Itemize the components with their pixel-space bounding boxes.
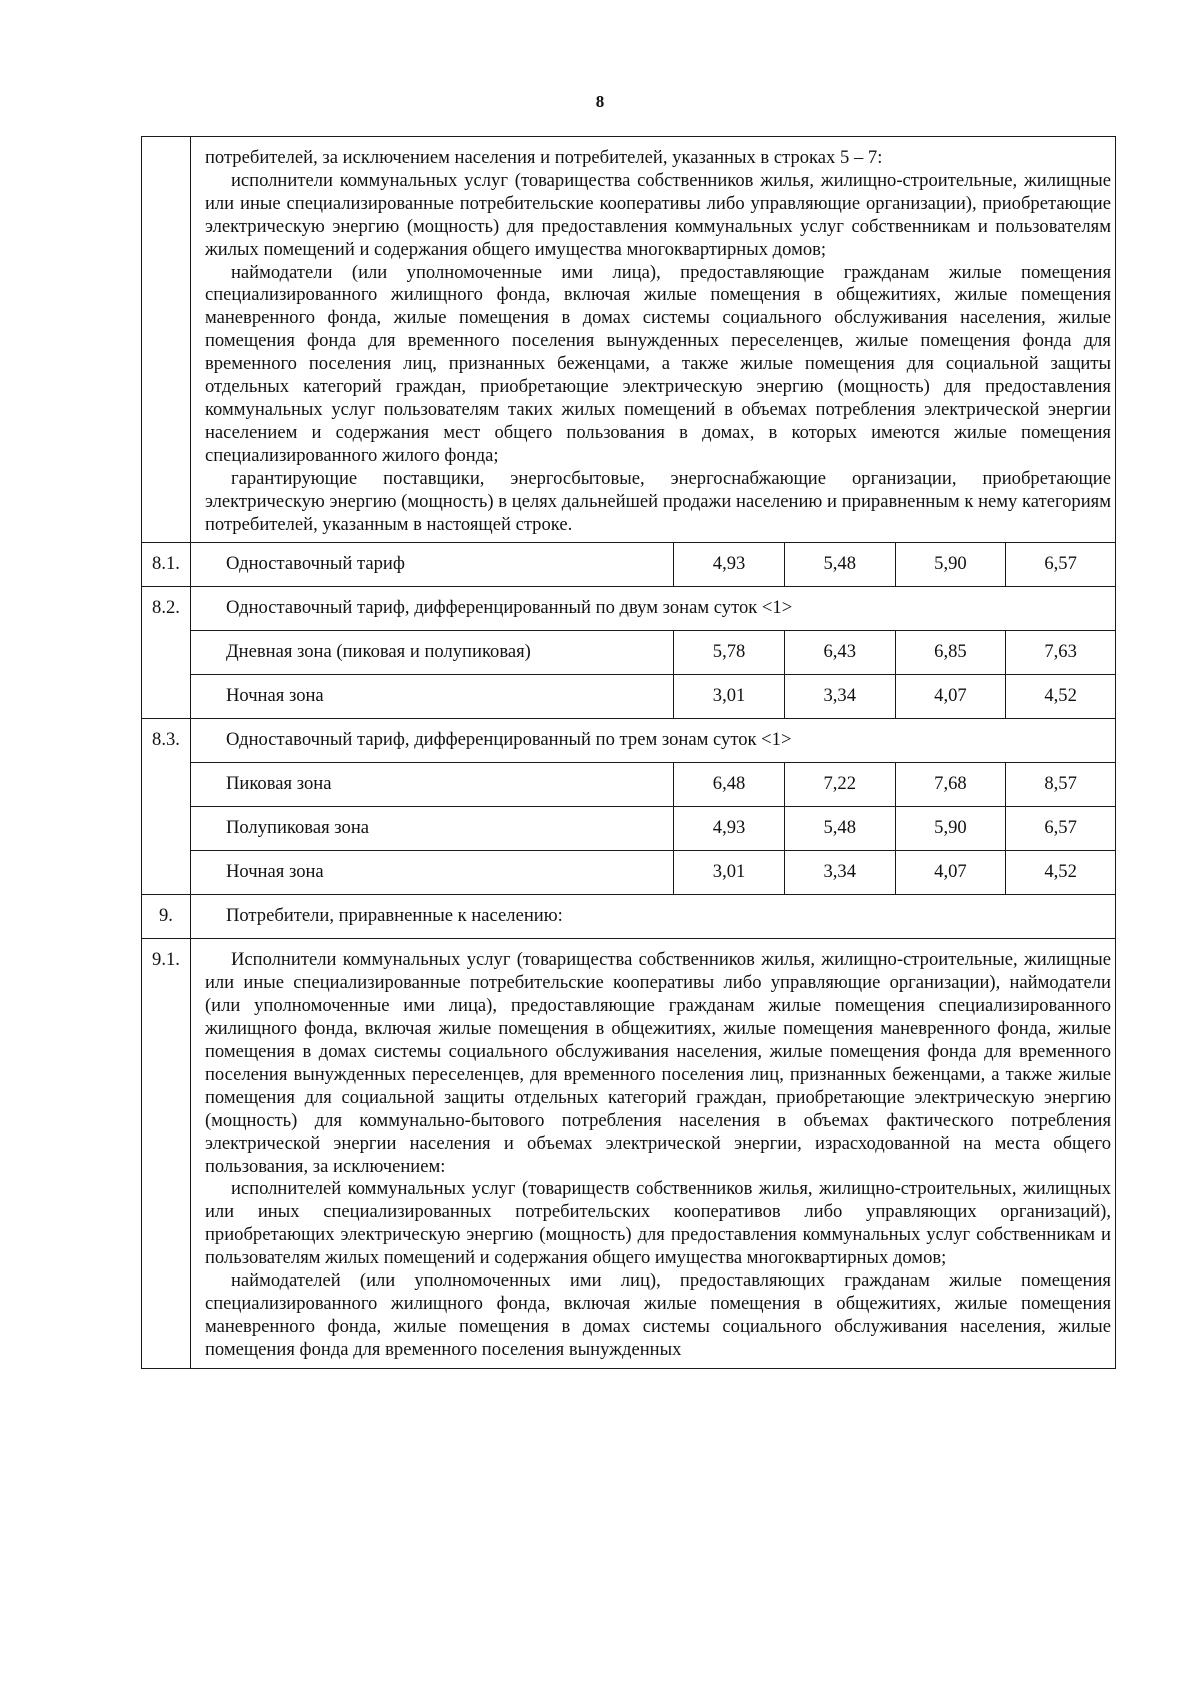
row-paragraph: наймодателей (или уполномоченных ими лиц), предоставляющих гражданам жилые помещения специализированного жилищного фонда, включая жилые помещения в общежитиях, жилые помещения маневренного фонда, жилые помещения в домах системы социального обслуживания населения, жилые помещения фонда для временного поселения вынужденных: [204, 1270, 1111, 1360]
tariff-value: 3,01: [674, 675, 785, 719]
row-number: 8.1.: [142, 543, 191, 587]
row-label: Одноставочный тариф, дифференцированный по трем зонам суток <1>: [190, 719, 1115, 763]
tariff-value: 3,01: [674, 851, 785, 895]
intro-paragraph: наймодатели (или уполномоченные ими лица), предоставляющие гражданам жилые помещения специализированного жилищного фонда, включая жилые помещения в общежитиях, жилые помещения маневренного фонда, жилые помещения в домах системы социального обслуживания населения, жилые помещения фонда для временного поселения вынужденных переселенцев, жилые помещения фонда для временного поселения лиц, признанных беженцами, а также жилые помещения для социальной защиты отдельных категорий граждан, приобретающие электрическую энергию (мощность) для предоставления коммунальных услуг пользователям таких жилых помещений в объемах потребления электрической энергии населением и содержания мест общего пользования в домах, в которых имеются жилые помещения специализированного жилого фонда;: [204, 261, 1111, 466]
row-paragraph: исполнителей коммунальных услуг (товариществ собственников жилья, жилищно-строительных, жилищных или иных специализированных потребительских кооперативов либо управляющих организаций), приобретающих электрическую энергию (мощность) для предоставления коммунальных услуг собственникам и пользователям жилых помещений и содержания общего имущества многоквартирных домов;: [204, 1178, 1111, 1269]
row-number: 9.: [142, 895, 191, 939]
tariff-value: 5,90: [895, 807, 1006, 851]
tariff-value: 4,52: [1006, 851, 1116, 895]
table-row-8-2: [142, 587, 1116, 631]
table-row-8-2-night: [142, 675, 1116, 719]
page-number: 8: [595, 92, 605, 111]
row-number: 8.3.: [142, 719, 191, 895]
tariff-value: 6,85: [895, 631, 1006, 675]
zone-label: Ночная зона: [190, 675, 673, 719]
row-label: Потребители, приравненные к населению:: [190, 895, 1115, 939]
table-row-intro: [142, 137, 1116, 543]
row-number: 8.2.: [142, 587, 191, 719]
intro-paragraph: потребителей, за исключением населения и потребителей, указанных в строках 5 – 7:: [204, 147, 883, 168]
tariff-value: 4,07: [895, 675, 1006, 719]
tariff-value: 4,93: [674, 807, 785, 851]
intro-paragraph: гарантирующие поставщики, энергосбытовые, энергоснабжающие организации, приобретающие электрическую энергию (мощность) в целях дальнейшей продажи населению и приравненным к нему категориям потребителей, указанным в настоящей строке.: [204, 467, 1111, 535]
tariff-value: 3,34: [784, 851, 895, 895]
row-label: Одноставочный тариф, дифференцированный по двум зонам суток <1>: [190, 587, 1115, 631]
table-row-9-1: [142, 939, 1116, 1368]
tariff-value: 6,57: [1006, 807, 1116, 851]
tariff-value: 6,43: [784, 631, 895, 675]
intro-paragraph: исполнители коммунальных услуг (товарищества собственников жилья, жилищно-строительные, жилищные или иные специализированные потребительские кооперативы либо управляющие организации), приобретающие электрическую энергию (мощность) для предоставления коммунальных услуг собственникам и пользователям жилых помещений и содержания общего имущества многоквартирных домов;: [204, 169, 1111, 260]
tariff-value: 4,52: [1006, 675, 1116, 719]
table-row-8-1: [142, 543, 1116, 587]
zone-label: Ночная зона: [190, 851, 673, 895]
tariff-value: 8,57: [1006, 763, 1116, 807]
zone-label: Полупиковая зона: [190, 807, 673, 851]
tariff-value: 5,90: [895, 543, 1006, 587]
row-text-cell: [190, 939, 1115, 1368]
table-row-8-3-halfpeak: [142, 807, 1116, 851]
table-row-8-2-day: [142, 631, 1116, 675]
table-row-8-3-night: [142, 851, 1116, 895]
tariff-value: 6,48: [674, 763, 785, 807]
tariff-value: 5,78: [674, 631, 785, 675]
tariff-value: 4,93: [674, 543, 785, 587]
tariff-value: 7,68: [895, 763, 1006, 807]
tariff-value: 5,48: [784, 807, 895, 851]
tariff-value: 5,48: [784, 543, 895, 587]
table-row-8-3-peak: [142, 763, 1116, 807]
table-row-8-3: [142, 719, 1116, 763]
tariff-value: 3,34: [784, 675, 895, 719]
tariff-table: [141, 136, 1116, 1369]
table-row-9: [142, 895, 1116, 939]
zone-label: Дневная зона (пиковая и полупиковая): [190, 631, 673, 675]
zone-label: Пиковая зона: [190, 763, 673, 807]
tariff-value: 7,63: [1006, 631, 1116, 675]
row-number-empty: [142, 137, 191, 543]
row-number: 9.1.: [142, 939, 191, 1368]
row-paragraph: Исполнители коммунальных услуг (товарищества собственников жилья, жилищно-строительные, жилищные или иные специализированные потребительские кооперативы либо управляющие организации), наймодатели (или уполномоченные ими лица), предоставляющие гражданам жилые помещения специализированного жилищного фонда, включая жилые помещения в общежитиях, жилые помещения маневренного фонда, жилые помещения в домах системы социального обслуживания населения, жилые помещения фонда для временного поселения вынужденных переселенцев, для временного поселения лиц, признанных беженцами, а также жилые помещения для социальной защиты отдельных категорий граждан, приобретающие электрическую энергию (мощность) для коммунально-бытового потребления населения в объемах фактического потребления электрической энергии населения и объемах электрической энергии, израсходованной на места общего пользования, за исключением:: [204, 949, 1111, 1177]
row-label: Одноставочный тариф: [190, 543, 673, 587]
tariff-value: 7,22: [784, 763, 895, 807]
tariff-value: 4,07: [895, 851, 1006, 895]
intro-text-cell: [190, 137, 1115, 543]
tariff-value: 6,57: [1006, 543, 1116, 587]
